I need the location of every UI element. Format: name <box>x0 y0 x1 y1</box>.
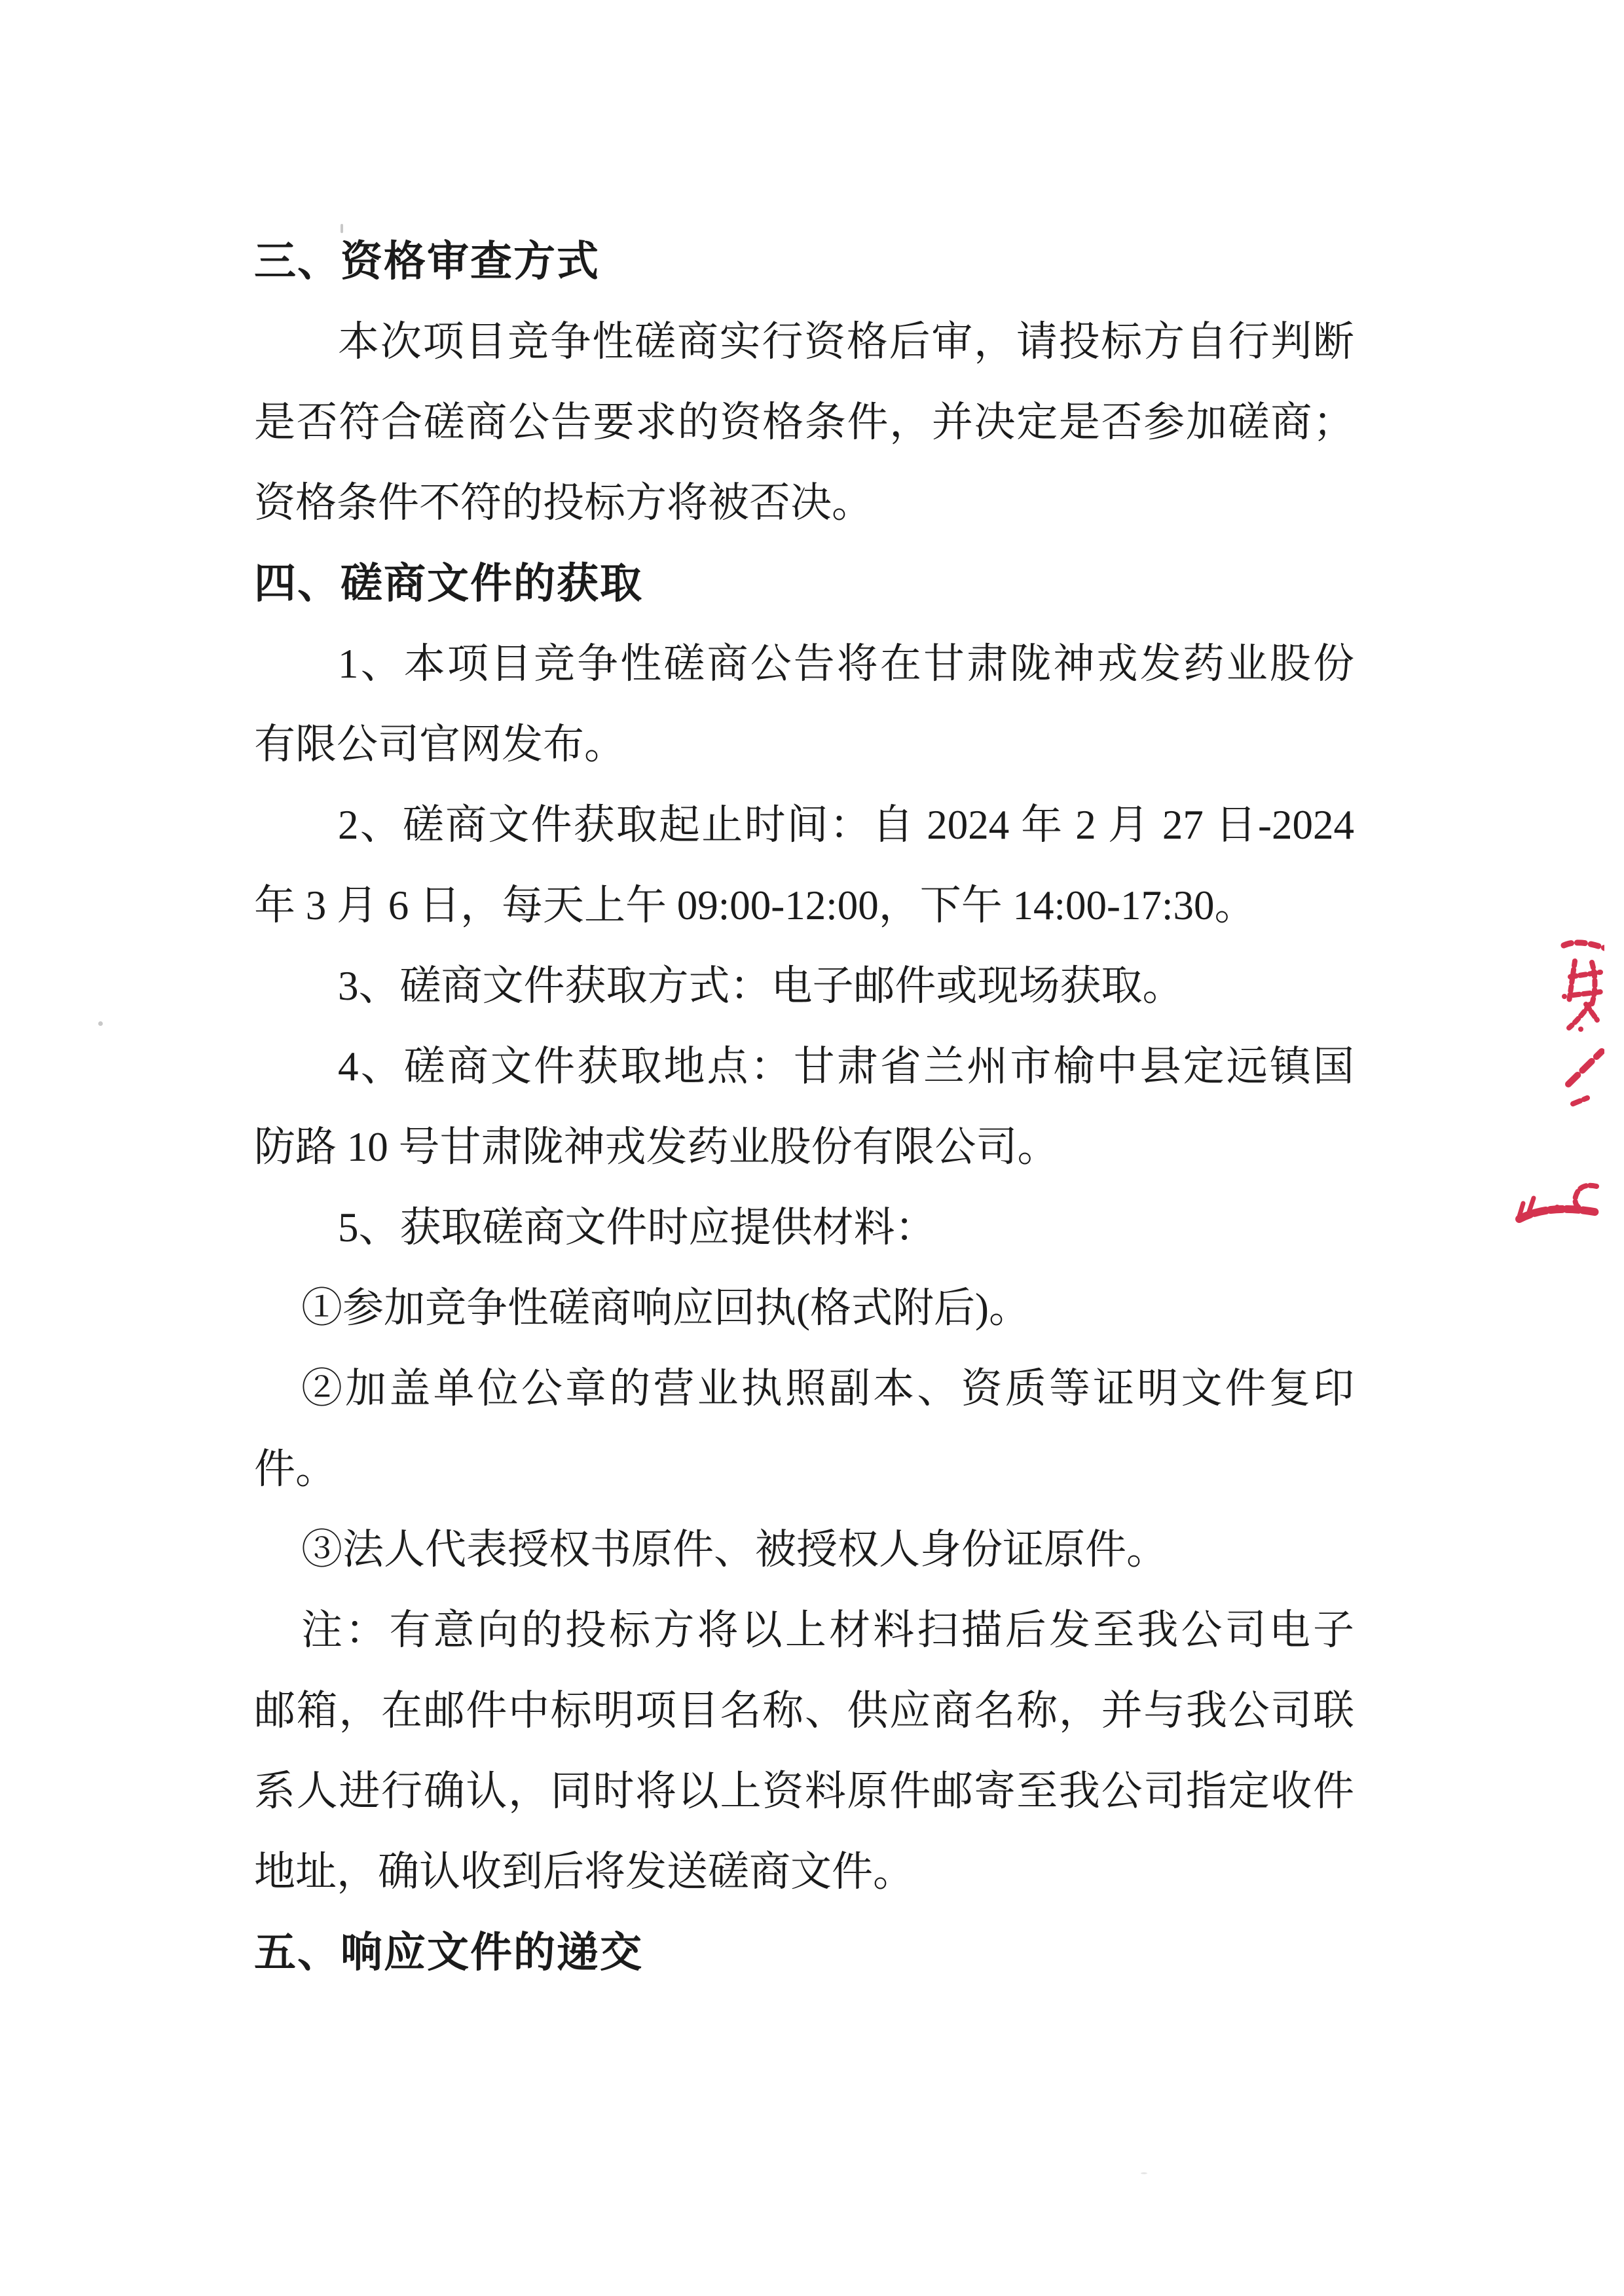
section-heading-4: 四、磋商文件的获取 <box>254 560 643 607</box>
text-line: 5、获取磋商文件时应提供材料： <box>338 1205 936 1250</box>
section-heading-5: 五、响应文件的递交 <box>254 1929 643 1976</box>
scan-speck <box>1141 2172 1147 2174</box>
scan-speck <box>98 1021 103 1026</box>
text-line: 是否符合磋商公告要求的资格条件，并决定是否参加磋商； <box>254 399 1354 445</box>
scan-speck <box>341 224 343 233</box>
text-line: 3、磋商文件获取方式：电子邮件或现场获取。 <box>338 963 1184 1009</box>
text-line: 有限公司官网发布。 <box>254 721 625 767</box>
text-line: 邮箱，在邮件中标明项目名称、供应商名称，并与我公司联 <box>254 1688 1354 1734</box>
text-line: 本次项目竞争性磋商实行资格后审，请投标方自行判断 <box>338 319 1354 365</box>
text-line: 注：有意向的投标方将以上材料扫描后发至我公司电子 <box>301 1607 1354 1653</box>
text-line: 4、磋商文件获取地点：甘肃省兰州市榆中县定远镇国 <box>338 1044 1354 1089</box>
document-text <box>254 221 1354 1993</box>
text-line: ①参加竞争性磋商响应回执(格式附后)。 <box>301 1285 1030 1331</box>
text-line: ②加盖单位公章的营业执照副本、资质等证明文件复印 <box>301 1366 1354 1412</box>
text-line: 系人进行确认，同时将以上资料原件邮寄至我公司指定收件 <box>254 1768 1354 1814</box>
text-line: ③法人代表授权书原件、被授权人身份证原件。 <box>301 1527 1168 1573</box>
text-line: 2、磋商文件获取起止时间：自 2024 年 2 月 27 日-2024 <box>338 802 1354 848</box>
text-line: 件。 <box>254 1446 337 1492</box>
section-heading-3: 三、资格审查方式 <box>254 238 600 285</box>
red-stamp-fragment <box>1513 930 1604 1231</box>
text-line: 资格条件不符的投标方将被否决。 <box>254 480 873 526</box>
text-line: 地址，确认收到后将发送磋商文件。 <box>254 1849 914 1895</box>
text-line: 1、本项目竞争性磋商公告将在甘肃陇神戎发药业股份 <box>338 641 1354 687</box>
text-line: 防路 10 号甘肃陇神戎发药业股份有限公司。 <box>254 1124 1059 1170</box>
text-line: 年 3 月 6 日，每天上午 09:00-12:00，下午 14:00-17:30。 <box>254 883 1256 928</box>
